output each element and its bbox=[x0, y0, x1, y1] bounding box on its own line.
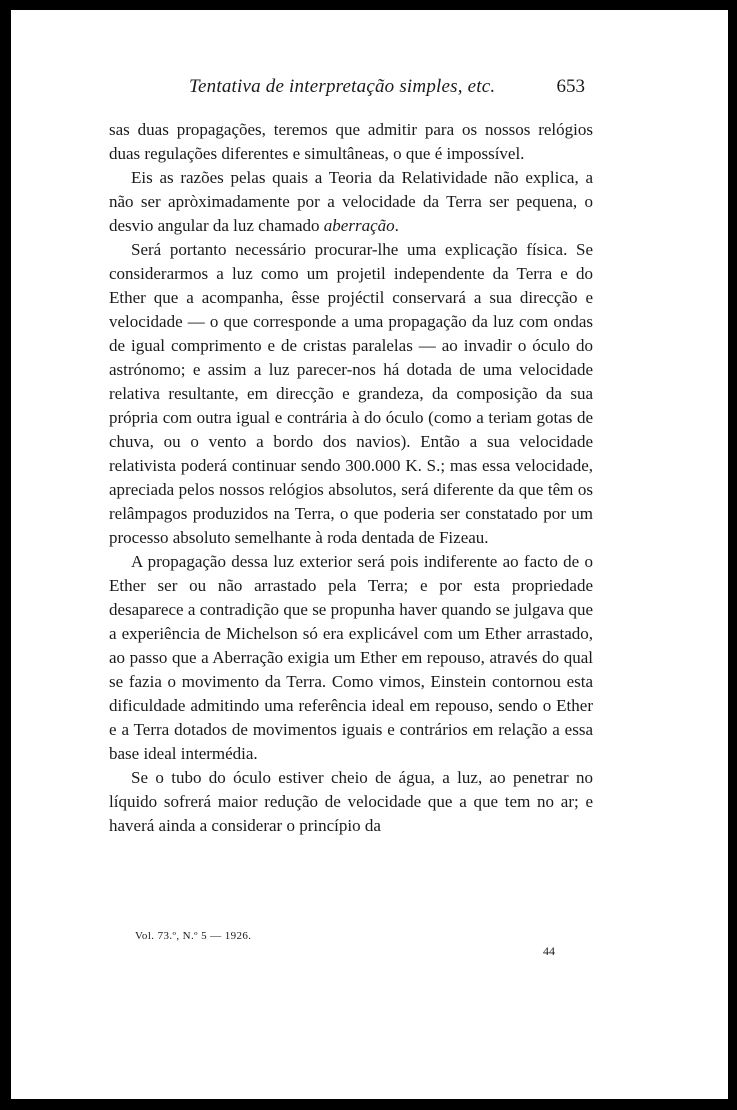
page-footer bbox=[109, 930, 593, 956]
page-number: 653 bbox=[556, 76, 585, 97]
page-header bbox=[109, 76, 593, 102]
emphasis-term: aberração bbox=[323, 216, 395, 235]
volume-line: Vol. 73.º, N.º 5 — 1926. bbox=[135, 930, 252, 942]
paragraph-text: Será portanto necessário procurar-lhe uma explicação física. Se considerarmos a luz como um projetil independente da Terra e do Ether que a acompanha, êsse projéctil conservará a sua direcção e velocidade — o que corresponde a uma propagação da luz com ondas de igual comprimento e de cristas paralelas — ao invadir o óculo do astrónomo; e assim a luz parecer-nos há dotada de uma velocidade relativa resultante, em direcção e grandeza, da composição da sua própria com outra igual e contrária à do óculo (como a teriam gotas de chuva, ou o vento a bordo dos navios). Então a sua velocidade relativista poderá continuar sendo 300.000 K. S.; mas essa velocidade, apreciada pelos nossos relógios absolutos, será diferente da que têm os relâmpagos produzidos na Terra, o que poderia ser constatado por um processo absoluto semelhante à roda dentada de Fizeau. bbox=[109, 240, 593, 547]
paragraph-continuation bbox=[109, 118, 593, 166]
paragraph bbox=[109, 550, 593, 766]
signature-mark: 44 bbox=[543, 944, 555, 958]
paragraph-text: Se o tubo do óculo estiver cheio de água, a luz, ao penetrar no líquido sofrerá maior redução de velocidade que a que tem no ar; e haverá ainda a considerar o princípio da bbox=[109, 768, 593, 835]
paragraph bbox=[109, 166, 593, 238]
paragraph bbox=[109, 238, 593, 550]
paragraph-text: sas duas propagações, teremos que admitir para os nossos relógios duas regulações diferentes e simultâneas, o que é impossível. bbox=[109, 120, 593, 163]
paragraph-text: Eis as razões pelas quais a Teoria da Relatividade não explica, a não ser apròximadamente por a velocidade da Terra ser pequena, o desvio angular da luz chamado bbox=[109, 168, 593, 235]
paragraph bbox=[109, 766, 593, 838]
paragraph-text: A propagação dessa luz exterior será pois indiferente ao facto de o Ether ser ou não arrastado pela Terra; e por esta propriedade desaparece a contradição que se propunha haver quando se julgava que a experiência de Michelson só era explicável com um Ether arrastado, ao passo que a Aberração exigia um Ether em repouso, através do qual se fazia o movimento da Terra. Como vimos, Einstein contornou esta dificuldade admitindo uma referência ideal em repouso, sendo o Ether e a Terra dotados de movimentos iguais e contrários em relação a essa base ideal intermédia. bbox=[109, 552, 593, 763]
paragraph-text-tail: . bbox=[394, 216, 399, 235]
scanned-page bbox=[11, 10, 728, 1099]
body-text bbox=[109, 118, 593, 838]
running-head: Tentativa de interpretação simples, etc. bbox=[189, 76, 496, 97]
